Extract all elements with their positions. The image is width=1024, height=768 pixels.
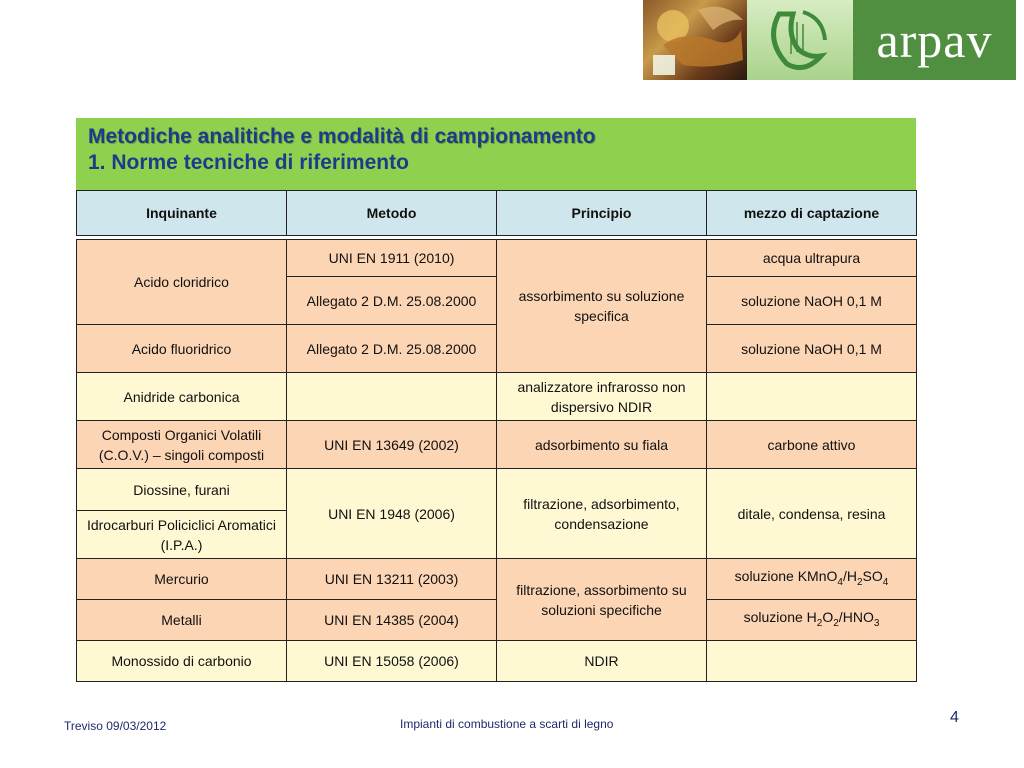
cell-mezzo: carbone attivo (707, 421, 917, 469)
cell-mezzo: ditale, condensa, resina (707, 469, 917, 559)
footer-date: Treviso 09/03/2012 (64, 719, 167, 733)
cell-inquinante: Acido cloridrico (77, 240, 287, 325)
table-row (77, 421, 917, 469)
cell-metodo: UNI EN 15058 (2006) (287, 641, 497, 682)
cell-principio: filtrazione, adsorbimento, condensazione (497, 469, 707, 559)
cell-principio: assorbimento su soluzione specifica (497, 240, 707, 373)
table-row (77, 641, 917, 682)
cell-inquinante: Metalli (77, 600, 287, 641)
cell-inquinante: Diossine, furani (77, 469, 287, 511)
cell-metodo: UNI EN 1948 (2006) (287, 469, 497, 559)
cell-metodo: UNI EN 1911 (2010) (287, 240, 497, 277)
cell-metodo (287, 373, 497, 421)
harp-icon (747, 0, 853, 80)
title-block (76, 118, 916, 190)
cell-mezzo: soluzione NaOH 0,1 M (707, 277, 917, 325)
cell-mezzo (707, 373, 917, 421)
standards-table (76, 190, 917, 682)
cell-principio: adsorbimento su fiala (497, 421, 707, 469)
cell-metodo: UNI EN 13649 (2002) (287, 421, 497, 469)
cell-metodo: Allegato 2 D.M. 25.08.2000 (287, 277, 497, 325)
cell-inquinante: Anidride carbonica (77, 373, 287, 421)
header-metodo: Metodo (287, 191, 497, 236)
table-row (77, 559, 917, 600)
lion-emblem-icon (643, 0, 747, 80)
cell-mezzo: soluzione $KMnO_4/H_2SO_4$ (707, 559, 917, 600)
cell-inquinante: Acido fluoridrico (77, 325, 287, 373)
cell-inquinante: Composti Organici Volatili (C.O.V.) – singoli composti (77, 421, 287, 469)
cell-metodo: UNI EN 14385 (2004) (287, 600, 497, 641)
cell-mezzo: soluzione NaOH 0,1 M (707, 325, 917, 373)
page-number: 4 (950, 709, 959, 726)
slide-title: Metodiche analitiche e modalità di campionamento (88, 125, 596, 148)
table-row (77, 373, 917, 421)
cell-inquinante: Mercurio (77, 559, 287, 600)
header-inquinante: Inquinante (77, 191, 287, 236)
cell-metodo: UNI EN 13211 (2003) (287, 559, 497, 600)
cell-principio: filtrazione, assorbimento su soluzioni specifiche (497, 559, 707, 641)
cell-metodo: Allegato 2 D.M. 25.08.2000 (287, 325, 497, 373)
cell-principio: NDIR (497, 641, 707, 682)
brand-wordmark: arpav (853, 0, 1016, 80)
cell-inquinante: Monossido di carbonio (77, 641, 287, 682)
cell-principio: analizzatore infrarosso non dispersivo NDIR (497, 373, 707, 421)
arpav-logo (643, 0, 1016, 80)
table-row (77, 240, 917, 277)
cell-mezzo: acqua ultrapura (707, 240, 917, 277)
footer-title: Impianti di combustione a scarti di legno (400, 717, 614, 731)
table-header-row (77, 191, 917, 236)
slide-subtitle: 1. Norme tecniche di riferimento (88, 151, 409, 174)
table-row (77, 469, 917, 511)
cell-mezzo (707, 641, 917, 682)
cell-mezzo: soluzione $H_2O_2/HNO_3$ (707, 600, 917, 641)
header-mezzo: mezzo di captazione (707, 191, 917, 236)
header-principio: Principio (497, 191, 707, 236)
cell-inquinante: Idrocarburi Policiclici Aromatici (I.P.A.) (77, 511, 287, 559)
